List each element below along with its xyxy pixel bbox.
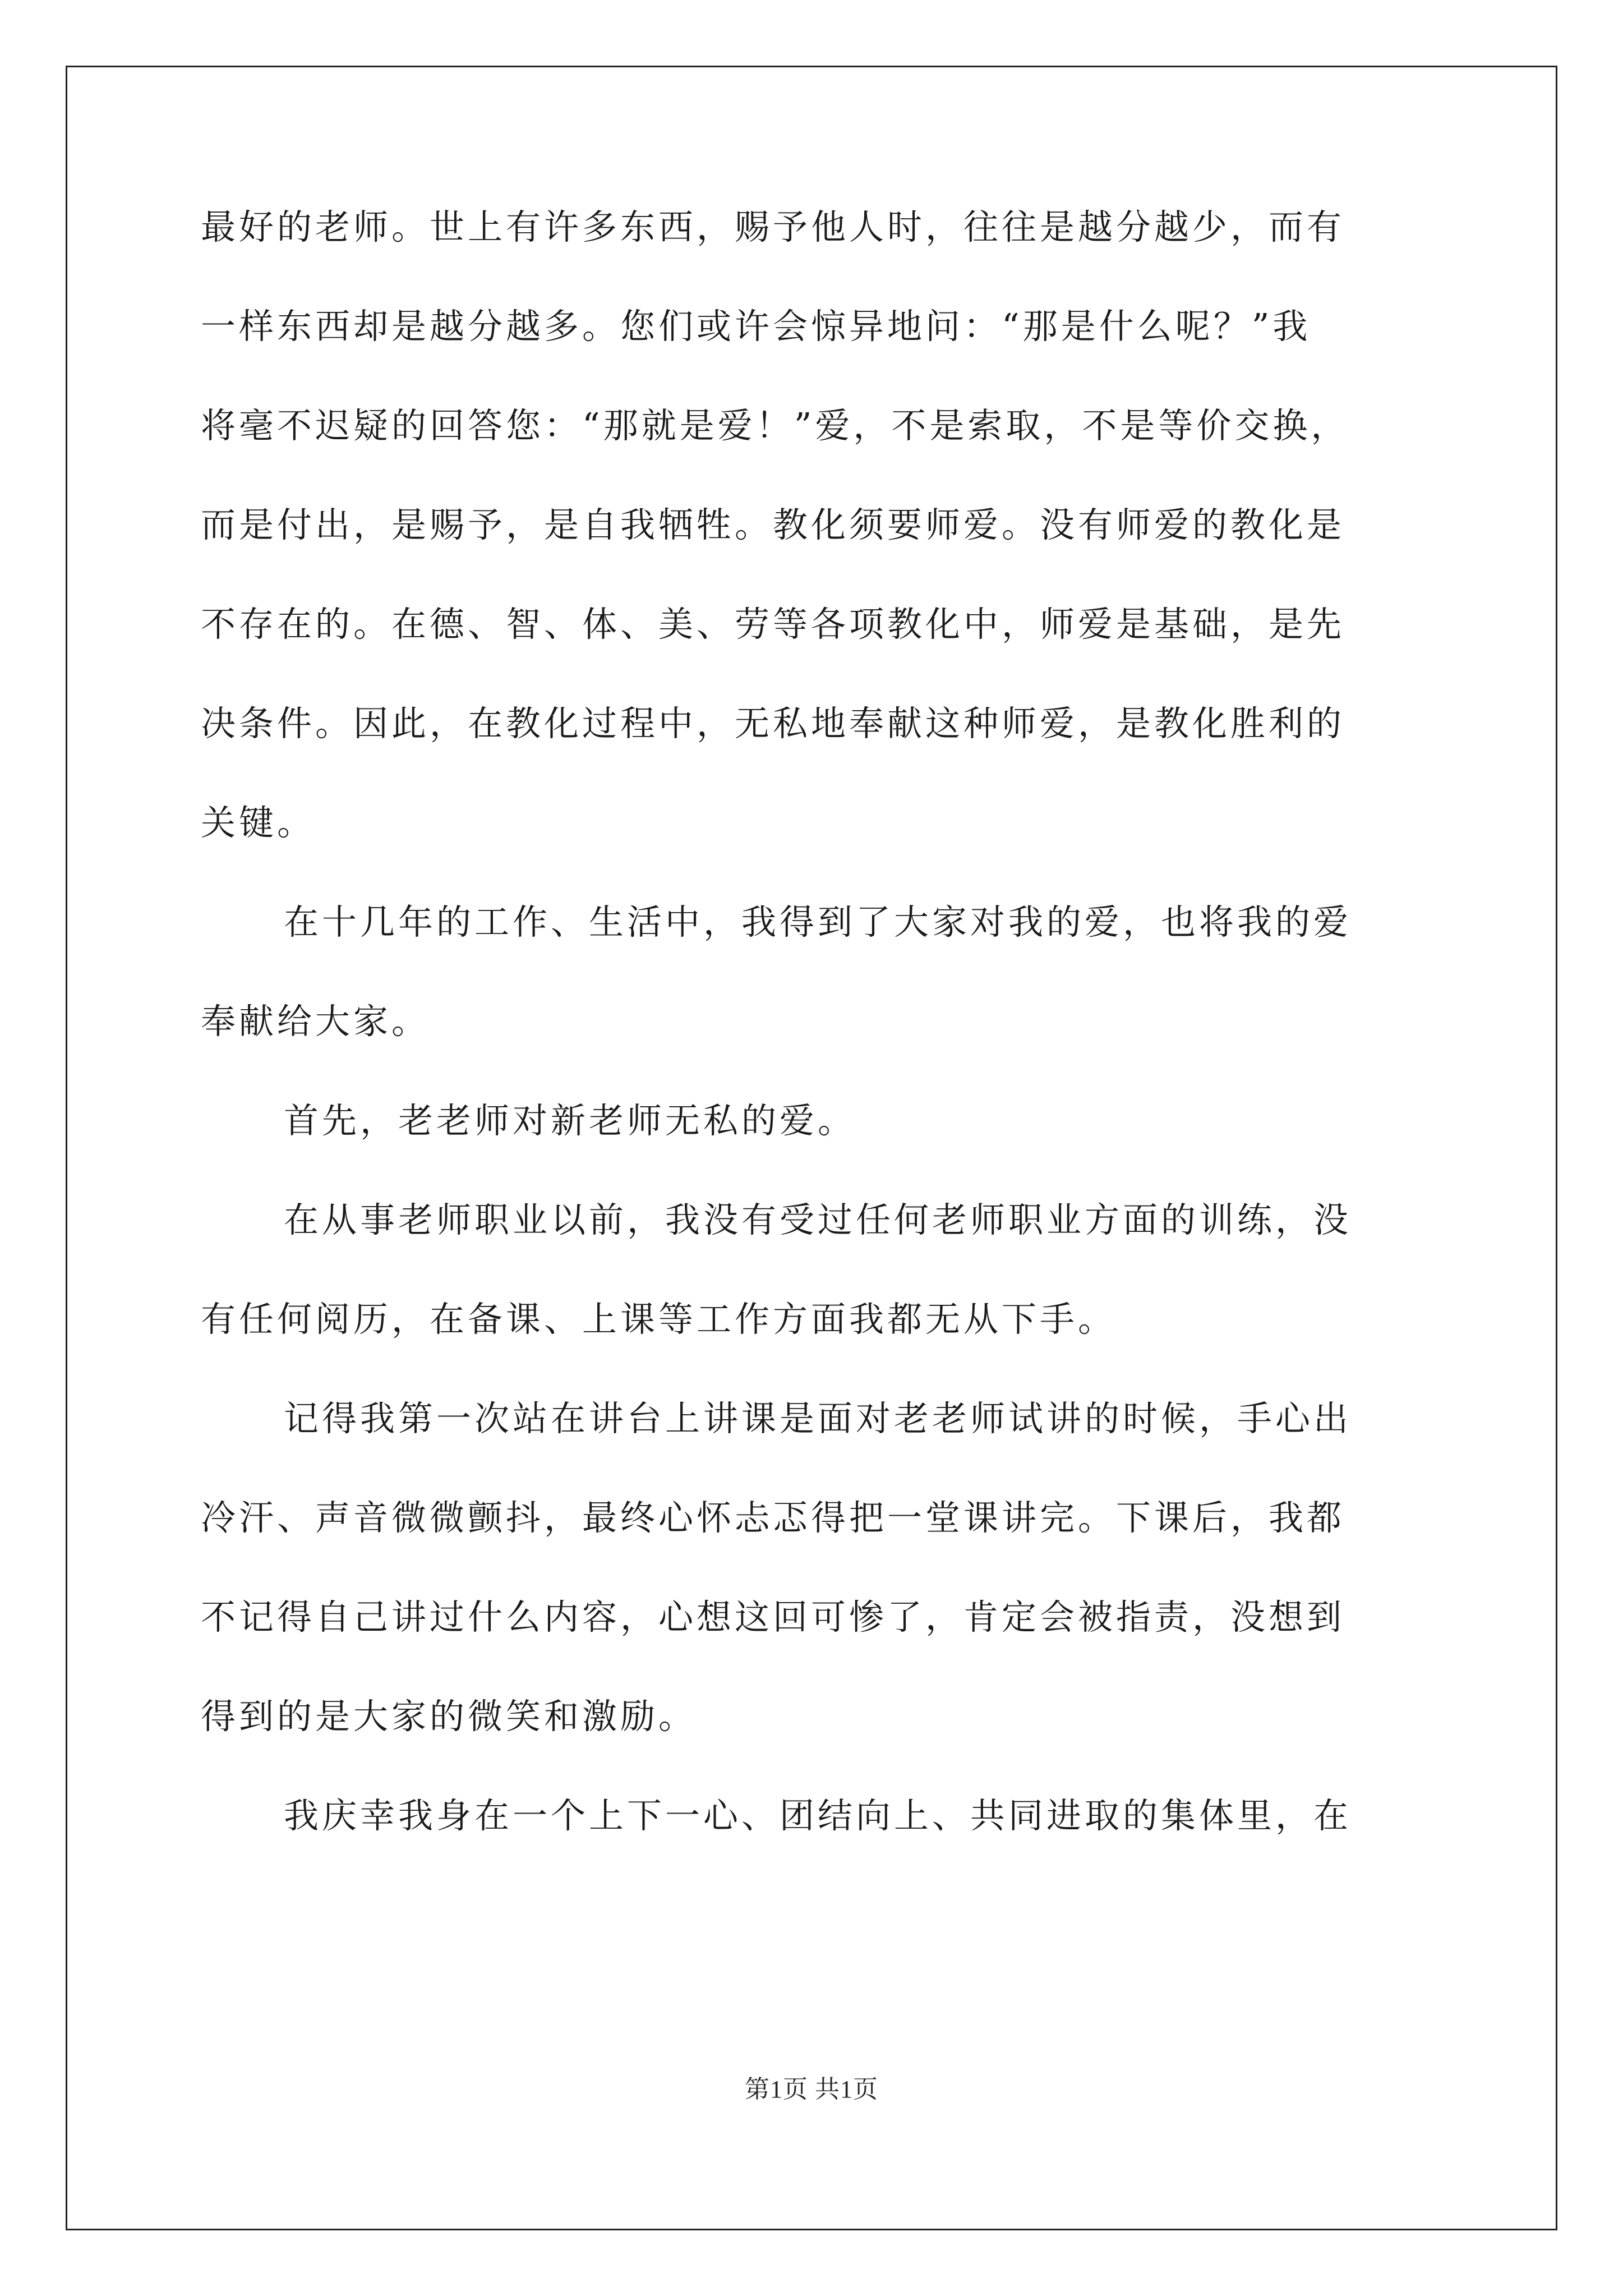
text-line: 一样东西却是越分越多。您们或许会惊异地问：“那是什么呢？”我 xyxy=(201,306,1311,347)
page-number-footer: 第1页 共1页 xyxy=(745,2076,878,2103)
paragraph-first-line: 我庆幸我身在一个上下一心、团结向上、共同进取的集体里，在 xyxy=(284,1795,1352,1836)
paragraph-first-line: 记得我第一次站在讲台上讲课是面对老老师试讲的时候，手心出 xyxy=(284,1398,1352,1439)
text-line: 将毫不迟疑的回答您：“那就是爱！”爱，不是索取，不是等价交换， xyxy=(201,405,1349,446)
page-border xyxy=(66,66,1557,2230)
text-line: 有任何阅历，在备课、上课等工作方面我都无从下手。 xyxy=(201,1299,1117,1340)
paragraph-first-line: 在十几年的工作、生活中，我得到了大家对我的爱，也将我的爱 xyxy=(284,901,1352,942)
paragraph-first-line: 首先，老老师对新老师无私的爱。 xyxy=(284,1100,856,1141)
paragraph-first-line: 在从事老师职业以前，我没有受过任何老师职业方面的训练，没 xyxy=(284,1199,1352,1240)
text-line: 不记得自己讲过什么内容，心想这回可惨了，肯定会被指责，没想到 xyxy=(201,1596,1345,1637)
text-line: 最好的老师。世上有许多东西，赐予他人时，往往是越分越少，而有 xyxy=(201,206,1345,247)
text-line: 关键。 xyxy=(201,802,316,843)
text-line: 冷汗、声音微微颤抖，最终心怀忐忑得把一堂课讲完。下课后，我都 xyxy=(201,1497,1345,1538)
text-line: 决条件。因此，在教化过程中，无私地奉献这种师爱，是教化胜利的 xyxy=(201,703,1345,744)
text-line: 得到的是大家的微笑和激励。 xyxy=(201,1696,697,1737)
text-line: 不存在的。在德、智、体、美、劳等各项教化中，师爱是基础，是先 xyxy=(201,604,1345,645)
text-line: 奉献给大家。 xyxy=(201,1001,430,1042)
text-line: 而是付出，是赐予，是自我牺牲。教化须要师爱。没有师爱的教化是 xyxy=(201,504,1345,545)
